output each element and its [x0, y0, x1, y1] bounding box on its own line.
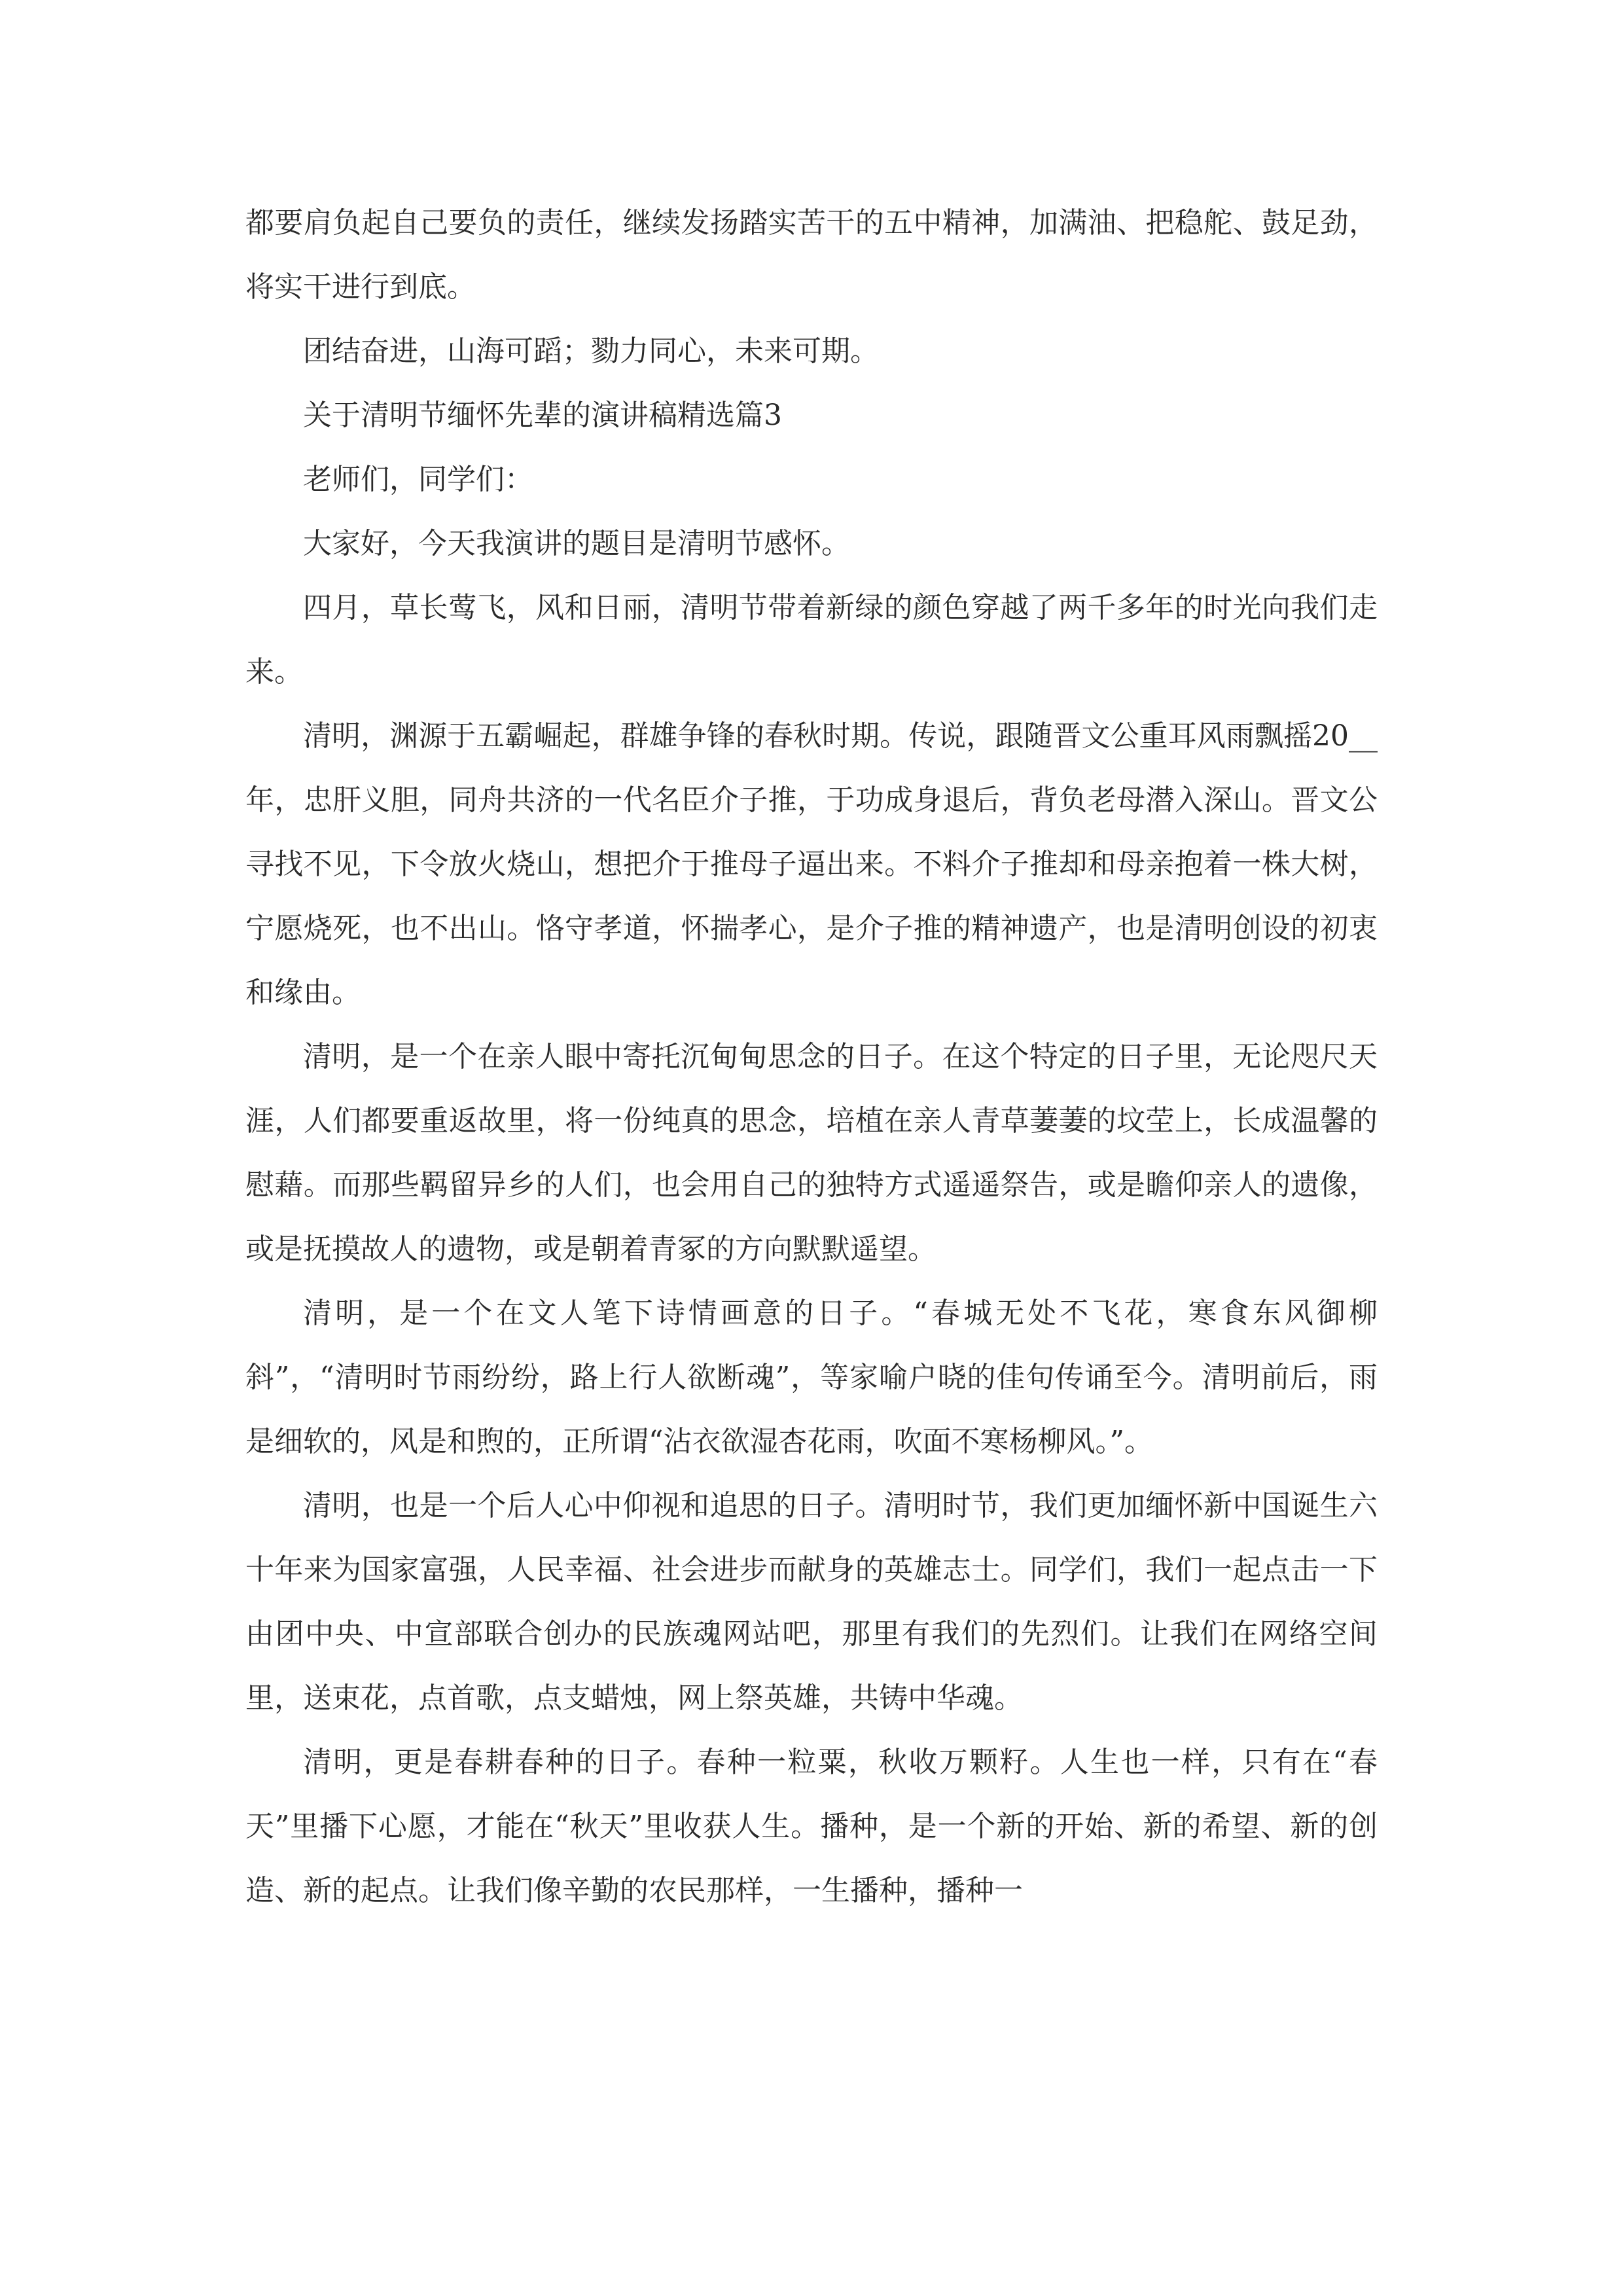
document-body	[245, 191, 1378, 1923]
paragraph-sowing: 清明，更是春耕春种的日子。春种一粒粟，秋收万颗籽。人生也一样，只有在“春天”里播下心愿，才能在“秋天”里收获人生。播种，是一个新的开始、新的希望、新的创造、新的起点。让我们像辛勤的农民那样，一生播种，播种一	[245, 1746, 1378, 1907]
paragraph-1: 都要肩负起自己要负的责任，继续发扬踏实苦干的五中精神，加满油、把稳舵、鼓足劲，将实干进行到底。	[245, 206, 1378, 304]
salutation: 老师们，同学们：	[303, 463, 533, 496]
section-heading: 关于清明节缅怀先辈的演讲稿精选篇3	[303, 399, 782, 432]
paragraph-origin: 清明，渊源于五霸崛起，群雄争锋的春秋时期。传说，跟随晋文公重耳风雨飘摇20__年，忠肝义胆，同舟共济的一代名臣介子推，于功成身退后，背负老母潜入深山。晋文公寻找不见，下令放火烧山，想把介于推母子逼出来。不料介子推却和母亲抱着一株大树，宁愿烧死，也不出山。恪守孝道，怀揣孝心，是介子推的精神遗产，也是清明创设的初衷和缘由。	[245, 719, 1378, 1009]
paragraph-2: 团结奋进，山海可蹈；勠力同心，未来可期。	[303, 334, 879, 368]
paragraph-family: 清明，是一个在亲人眼中寄托沉甸甸思念的日子。在这个特定的日子里，无论咫尺天涯，人们都要重返故里，将一份纯真的思念，培植在亲人青草萋萋的坟茔上，长成温馨的慰藉。而那些羁留异乡的人们，也会用自己的独特方式遥遥祭告，或是瞻仰亲人的遗像，或是抚摸故人的遗物，或是朝着青冢的方向默默遥望。	[245, 1040, 1378, 1266]
paragraph-poetry: 清明，是一个在文人笔下诗情画意的日子。“春城无处不飞花，寒食东风御柳斜”，“清明时节雨纷纷，路上行人欲断魂”，等家喻户晓的佳句传诵至今。清明前后，雨是细软的，风是和煦的，正所谓“沾衣欲湿杏花雨，吹面不寒杨柳风。”。	[245, 1297, 1378, 1458]
paragraph-greeting: 大家好，今天我演讲的题目是清明节感怀。	[303, 527, 850, 560]
paragraph-april: 四月，草长莺飞，风和日丽，清明节带着新绿的颜色穿越了两千多年的时光向我们走来。	[245, 591, 1378, 689]
paragraph-heroes: 清明，也是一个后人心中仰视和追思的日子。清明时节，我们更加缅怀新中国诞生六十年来为国家富强，人民幸福、社会进步而献身的英雄志士。同学们，我们一起点击一下由团中央、中宣部联合创办的民族魂网站吧，那里有我们的先烈们。让我们在网络空间里，送束花，点首歌，点支蜡烛，网上祭英雄，共铸中华魂。	[245, 1489, 1378, 1715]
